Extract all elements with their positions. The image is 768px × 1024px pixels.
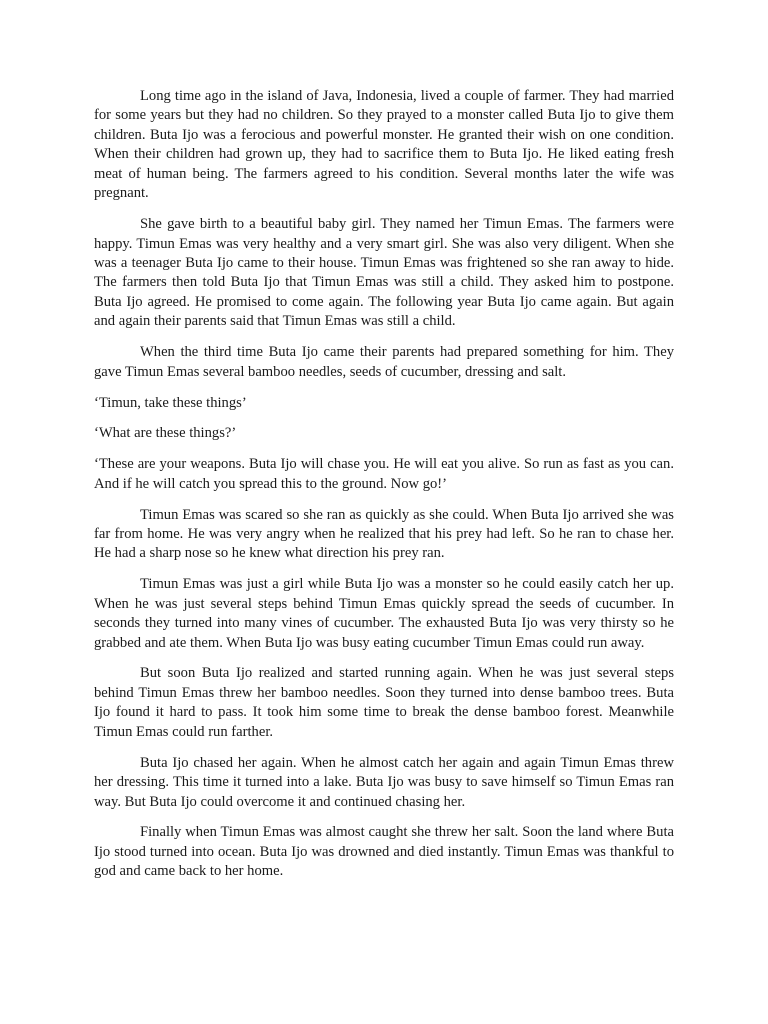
paragraph-4: Timun Emas was scared so she ran as quickly as she could. When Buta Ijo arrived she was far from home. He was very angry when he realized that his prey had left. So he ran to chase her. He had a sharp nose so he knew what direction his prey ran. (94, 506, 674, 562)
paragraph-5: Timun Emas was just a girl while Buta Ijo was a monster so he could easily catch her up. When he was just several steps behind Timun Emas quickly spread the seeds of cucumber. In seconds they turned into many vines of cucumber. The exhausted Buta Ijo was very thirsty so he grabbed and ate them. When Buta Ijo was busy eating cucumber Timun Emas could run away. (94, 576, 674, 651)
paragraph-7: Buta Ijo chased her again. When he almost catch her again and again Timun Emas threw her dressing. This time it turned into a lake. Buta Ijo was busy to save himself so Timun Emas ran way. But Buta Ijo could overcome it and continued chasing her. (94, 754, 674, 810)
dialogue-line-1: ‘Timun, take these things’ (94, 394, 247, 411)
paragraph-6: But soon Buta Ijo realized and started running again. When he was just several steps behind Timun Emas threw her bamboo needles. Soon they turned into dense bamboo trees. Buta Ijo found it hard to pass. It took him some time to break the dense bamboo forest. Meanwhile Timun Emas could run farther. (94, 665, 674, 740)
paragraph-2: She gave birth to a beautiful baby girl. They named her Timun Emas. The farmers were happy. Timun Emas was very healthy and a very smart girl. She was also very diligent. When she was a teenager Buta Ijo came to their house. Timun Emas was frightened so she ran away to hide. The farmers then told Buta Ijo that Timun Emas was still a child. They asked him to postpone. Buta Ijo agreed. He promised to come again. The following year Buta Ijo came again. But again and again their parents said that Timun Emas was still a child. (94, 216, 674, 330)
paragraph-1: Long time ago in the island of Java, Indonesia, lived a couple of farmer. They had married for some years but they had no children. So they prayed to a monster called Buta Ijo to give them children. Buta Ijo was a ferocious and powerful monster. He granted their wish on one condition. When their children had grown up, they had to sacrifice them to Buta Ijo. He liked eating fresh meat of human being. The farmers agreed to his condition. Several months later the wife was pregnant. (94, 88, 674, 202)
dialogue-line-2: ‘What are these things?’ (94, 425, 237, 442)
paragraph-8: Finally when Timun Emas was almost caught she threw her salt. Soon the land where Buta Ijo stood turned into ocean. Buta Ijo was drowned and died instantly. Timun Emas was thankful to god and came back to her home. (94, 824, 674, 880)
document-page (94, 87, 674, 893)
paragraph-3: When the third time Buta Ijo came their parents had prepared something for him. They gave Timun Emas several bamboo needles, seeds of cucumber, dressing and salt. (94, 344, 674, 380)
dialogue-line-3: ‘These are your weapons. Buta Ijo will chase you. He will eat you alive. So run as fast as you can. And if he will catch you spread this to the ground. Now go!’ (94, 456, 674, 492)
